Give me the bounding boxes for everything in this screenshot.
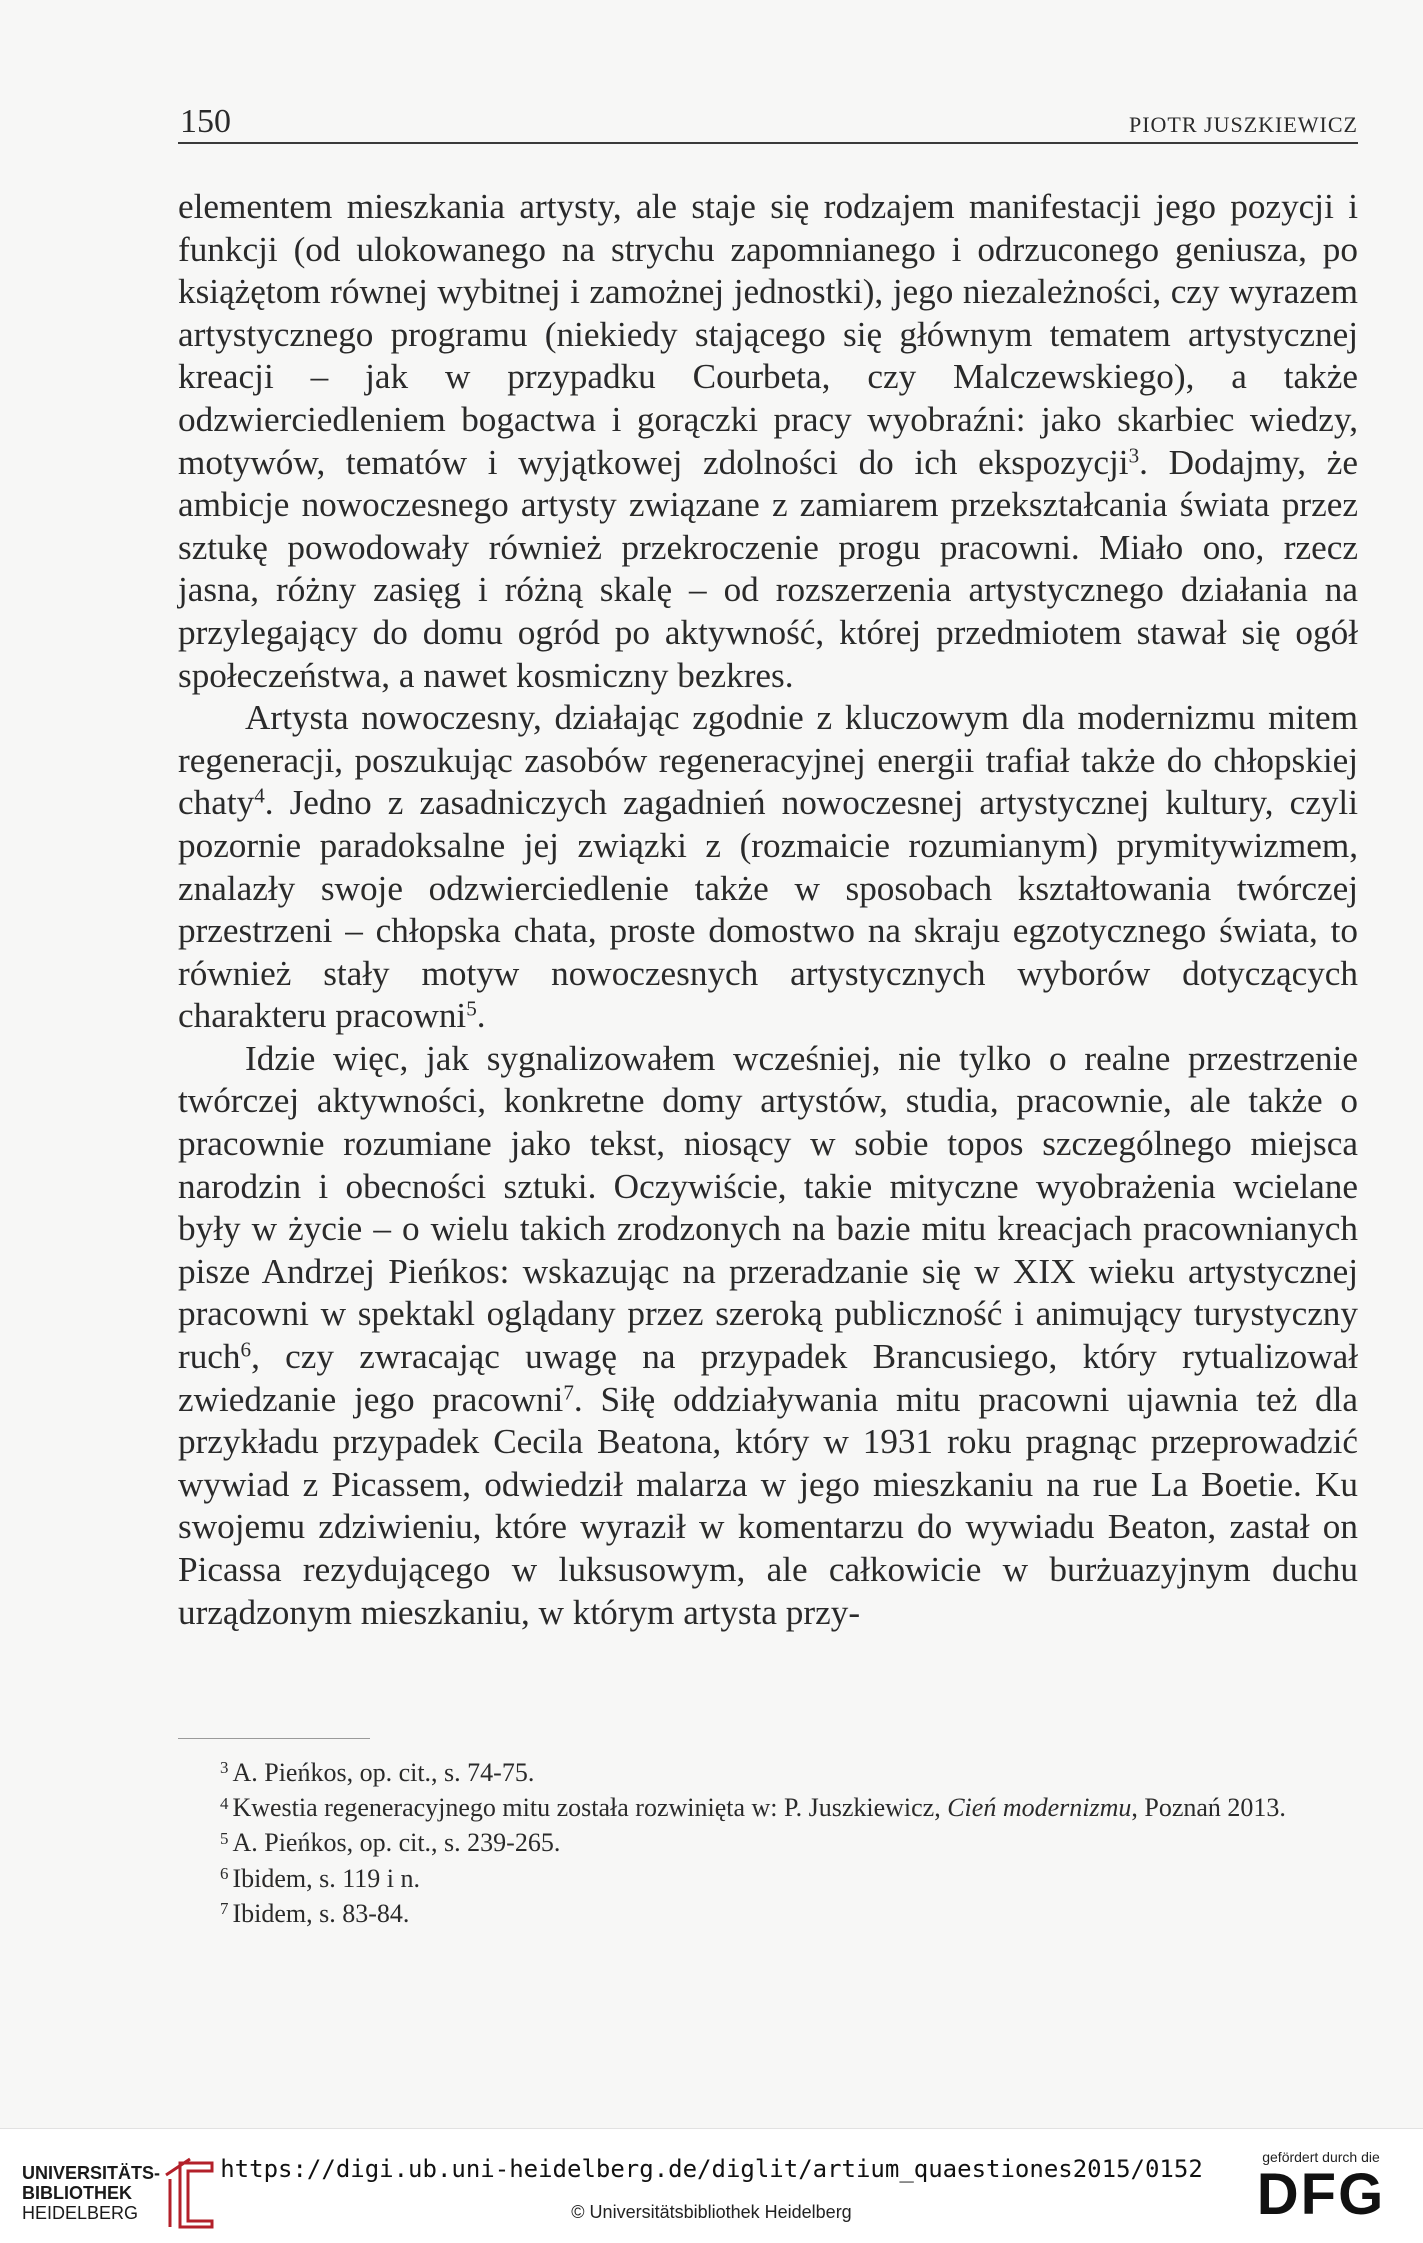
footnote-ref-6[interactable]: 6 xyxy=(240,1337,252,1362)
footnotes xyxy=(178,1755,1358,1931)
footnote-3: $^3$ A. Pieńkos, op. cit., s. 74-75. xyxy=(220,1758,535,1787)
book-title: Cień modernizmu xyxy=(947,1793,1132,1823)
permalink-url[interactable]: https://digi.ub.uni-heidelberg.de/diglit/artium_quaestiones2015/0152 xyxy=(220,2155,1203,2183)
running-head xyxy=(178,102,1358,144)
footnote-ref-5[interactable]: 5 xyxy=(466,996,477,1021)
footnote-6: $^6$ Ibidem, s. 119 i n. xyxy=(220,1863,420,1893)
running-head-author: PIOTR JUSZKIEWICZ xyxy=(1128,112,1358,137)
footer-bar xyxy=(0,2128,1423,2243)
footnote-ref-4[interactable]: 4 xyxy=(254,783,265,808)
dfg-logo[interactable] xyxy=(1241,2149,1401,2235)
dfg-wordmark: DFG xyxy=(1256,2162,1386,2227)
footnote-ref-3[interactable]: 3 xyxy=(1128,442,1140,467)
paragraph-2: Artysta nowoczesny, działając zgodnie z kluczowym dla modernizmu mitem regeneracji, poszukując zasobów regeneracyjnej energii trafiał także do chłopskiej chaty$^4$. Jedno z zasadniczych zagadnień nowoczesnej artystycznej kultury, czyli pozornie paradoksalne jej związki z (rozmaicie rozumianym) prymitywizmem, znalazły swoje odzwierciedlenie także w sposobach kształtowania twórczej przestrzeni – chłopska chata, proste domostwo na skraju egzotycznego świata, to również stały motyw nowoczesnych artystycznych wyborów dotyczących charakteru pracowni$^5$. xyxy=(178,698,1358,1036)
body-text xyxy=(178,186,1358,1634)
page-number: 150 xyxy=(180,103,231,140)
copyright-notice: © Universitätsbibliothek Heidelberg xyxy=(571,2202,852,2222)
footnote-7: $^7$ Ibidem, s. 83-84. xyxy=(220,1898,410,1928)
footnote-ref-7[interactable]: 7 xyxy=(563,1380,574,1405)
footnote-divider xyxy=(178,1738,370,1739)
paragraph-1: elementem mieszkania artysty, ale staje się rodzajem manifestacji jego pozycji i funkcji (od ulokowanego na strychu zapomnianego i odrzuconego geniusza, po książętom równej wybitnej i zamożnej jednostki), jego niezależności, czy wyrazem artystycznego programu (niekiedy stającego się głównym tematem artystycznej kreacji – jak w przypadku Courbeta, czy Malczewskiego), a także odzwierciedleniem bogactwa i gorączki pracy wyobraźni: jako skarbiec wiedzy, motywów, tematów i wyjątkowej zdolności do ich ekspozycji$^3$. Dodajmy, że ambicje nowoczesnego artysty związane z zamiarem przekształcania świata przez sztukę powodowały również przekroczenie progu pracowni. Miało ono, rzecz jasna, różny zasięg i różną skalę – od rozszerzenia artystycznego działania na przylegający do domu ogród po aktywność, której przedmiotem stawał się ogół społeczeństwa, a nawet kosmiczny bezkres. xyxy=(178,187,1358,695)
library-logo[interactable]: UNIVERSITÄTS- BIBLIOTHEK HEIDELBERG xyxy=(22,2163,222,2223)
paragraph-3: Idzie więc, jak sygnalizowałem wcześniej, nie tylko o realne przestrzenie twórczej aktywności, konkretne domy artystów, studia, pracownie, ale także o pracownie rozumiane jako tekst, niosący w sobie topos szczególnego miejsca narodzin i obecności sztuki. Oczywiście, takie mityczne wyobrażenia wcielane były w życie – o wielu takich zrodzonych na bazie mitu kreacjach pracownianych pisze Andrzej Pieńkos: wskazując na przeradzanie się w XIX wieku artystycznej pracowni w spektakl oglądany przez szeroką publiczność i animujący turystyczny ruch$^6$, czy zwracając uwagę na przypadek Brancusiego, który rytualizował zwiedzanie jego pracowni$^7$. Siłę oddziaływania mitu pracowni ujawnia też dla przykładu przypadek Cecila Beatona, który w 1931 roku pragnąc przeprowadzić wywiad z Picassem, odwiedził malarza w jego mieszkaniu na rue La Boetie. Ku swojemu zdziwieniu, które wyraził w komentarzu do wywiadu Beaton, zastał on Picassa rezydującego w luksusowym, ale całkowicie w burżuazyjnym duchu urządzonym mieszkaniu, w którym artysta przy- xyxy=(178,1038,1359,1632)
funder-label: gefördert durch die xyxy=(1262,2149,1380,2165)
footnote-4: $^4$ Kwestia regeneracyjnego mitu została rozwinięta w: P. Juszkiewicz, Cień modernizmu, Poznań 2013. xyxy=(220,1793,1286,1823)
footnote-5: $^5$ A. Pieńkos, op. cit., s. 239-265. xyxy=(220,1828,561,1858)
